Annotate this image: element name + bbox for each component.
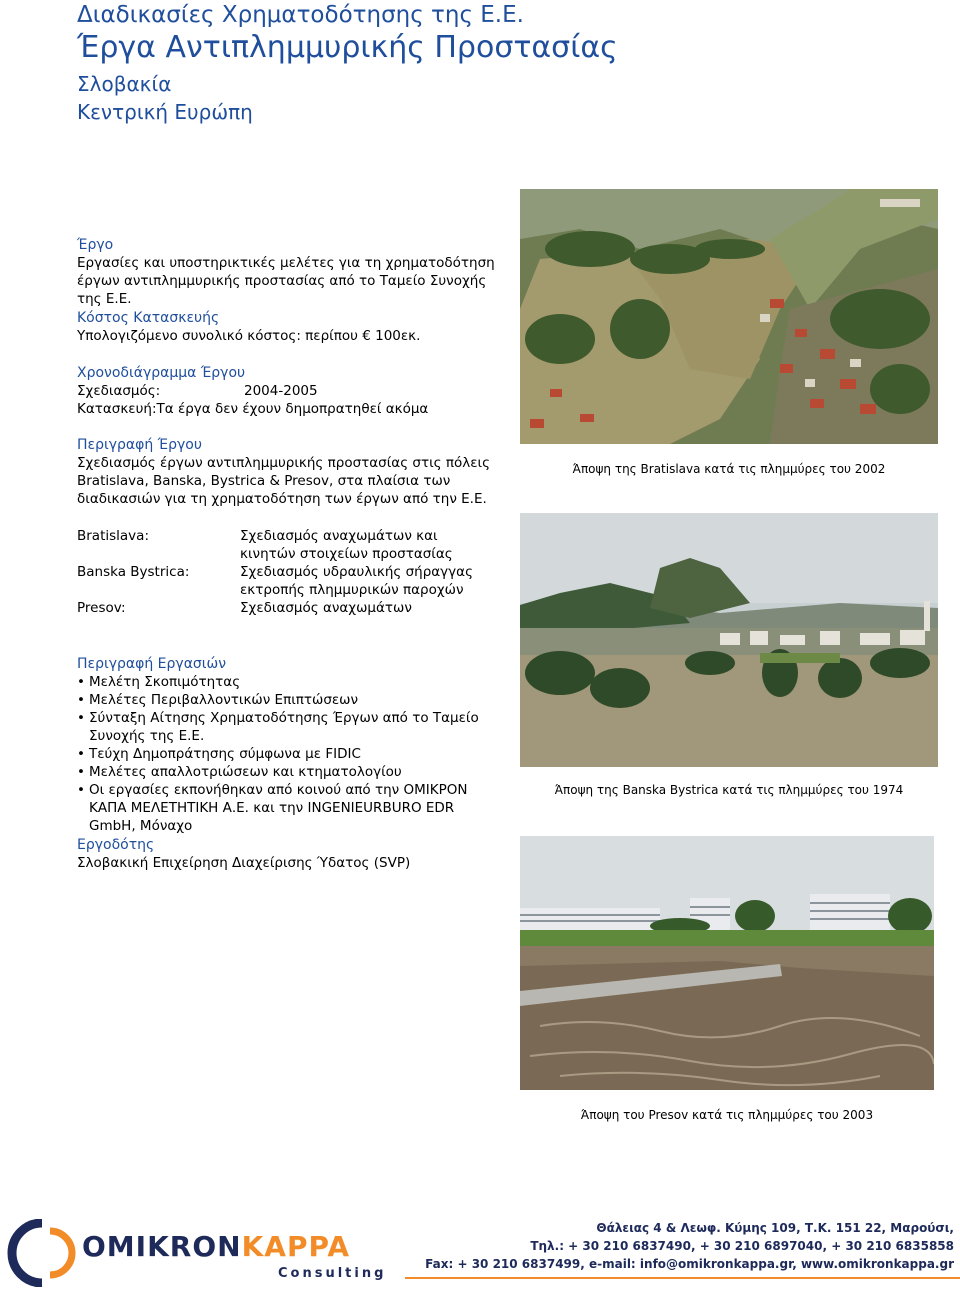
schedule-title: Χρονοδιάγραμμα Έργου <box>77 365 246 381</box>
schedule-section <box>77 364 507 418</box>
description-section <box>77 436 502 508</box>
construction-text: Κατασκευή:Τα έργα δεν έχουν δημοπρατηθεί ακόμα <box>77 401 429 417</box>
client-section <box>77 836 507 872</box>
bratislava-flood-photo <box>520 189 938 444</box>
bratislava-flood-image <box>520 189 938 444</box>
client-title: Εργοδότης <box>77 837 155 853</box>
list-item: • Σύνταξη Αίτησης Χρηματοδότησης Έργων από το Ταμείο Συνοχής της Ε.Ε. <box>77 709 502 745</box>
city-work: Σχεδιασμός αναχωμάτων και κινητών στοιχείων προστασίας <box>240 528 453 562</box>
city-row <box>77 563 477 599</box>
description-title: Περιγραφή Έργου <box>77 437 202 453</box>
list-item: • Μελέτες απαλλοτριώσεων και κτηματολογίου <box>77 763 502 781</box>
city-work: Σχεδιασμός υδραυλικής σήραγγας εκτροπής πλημμυρικών παροχών <box>240 564 473 598</box>
design-label: Σχεδιασμός: <box>77 383 161 399</box>
footer-divider <box>405 1277 960 1279</box>
project-section <box>77 236 507 308</box>
works-section <box>77 655 502 835</box>
city-name: Banska Bystrica: <box>77 564 190 580</box>
client-text: Σλοβακική Επιχείρηση Διαχείρισης Ύδατος (SVP) <box>77 855 411 871</box>
description-text: Σχεδιασμός έργων αντιπλημμυρικής προστασίας στις πόλεις Bratislava, Banska, Bystrica & Presov, στα πλαίσια των διαδικασιών για τη χρηματοδότηση των έργων από την Ε.Ε. <box>77 455 491 507</box>
footer <box>0 1215 960 1291</box>
cost-title: Κόστος Κατασκευής <box>77 310 220 326</box>
header-line1: Διαδικασίες Χρηματοδότησης της Ε.Ε. <box>77 2 524 28</box>
logo-word-kappa: KAPPA <box>241 1230 351 1263</box>
cost-text: Υπολογιζόμενο συνολικό κόστος: περίπου € 100εκ. <box>77 328 421 344</box>
company-fax-email: Fax: + 30 210 6837499, e-mail: info@omikronkappa.gr, www.omikronkappa.gr <box>425 1257 954 1271</box>
project-title: Έργο <box>77 237 114 253</box>
city-name: Presov: <box>77 600 126 616</box>
company-logo-icon <box>4 1219 80 1287</box>
presov-flood-image <box>520 836 934 1090</box>
list-item: • Μελέτη Σκοπιμότητας <box>77 673 502 691</box>
city-row <box>77 599 477 617</box>
banska-bystrica-caption: Άποψη της Banska Bystrica κατά τις πλημμύρες του 1974 <box>554 783 904 797</box>
company-logo-wordmark <box>82 1231 350 1263</box>
works-title: Περιγραφή Εργασιών <box>77 656 227 672</box>
cities-table <box>77 527 507 617</box>
region-name: Κεντρική Ευρώπη <box>77 100 253 124</box>
banska-bystrica-flood-image <box>520 513 938 767</box>
city-work: Σχεδιασμός αναχωμάτων <box>240 600 412 616</box>
design-value: 2004-2005 <box>244 383 318 399</box>
presov-caption: Άποψη του Presov κατά τις πλημμύρες του 2003 <box>580 1108 874 1122</box>
company-address: Θάλειας 4 & Λεωφ. Κύμης 109, Τ.Κ. 151 22, Μαρούσι, <box>596 1221 954 1235</box>
company-phones: Τηλ.: + 30 210 6837490, + 30 210 6897040, + 30 210 6835858 <box>530 1239 954 1253</box>
contact-info <box>404 1219 954 1273</box>
logo-subtitle: Consulting <box>278 1266 387 1281</box>
list-item: • Οι εργασίες εκπονήθηκαν από κοινού από την ΟΜΙΚΡΟΝ ΚΑΠΑ ΜΕΛΕΤΗΤΙΚΗ Α.Ε. και την INGENIEURBURO EDR GmbH, Μόναχο <box>77 781 502 835</box>
list-item: • Τεύχη Δημοπράτησης σύμφωνα με FIDIC <box>77 745 502 763</box>
banska-bystrica-flood-photo <box>520 513 938 767</box>
country-name: Σλοβακία <box>77 72 172 96</box>
presov-flood-photo <box>520 836 934 1090</box>
bratislava-caption: Άποψη της Bratislava κατά τις πλημμύρες του 2002 <box>572 462 886 476</box>
works-list <box>77 673 502 835</box>
page-title: Έργα Αντιπλημμυρικής Προστασίας <box>77 30 618 65</box>
city-name: Bratislava: <box>77 528 149 544</box>
project-text: Εργασίες και υποστηρικτικές μελέτες για τη χρηματοδότηση έργων αντιπλημμυρικής προστασίας από το Ταμείο Συνοχής της Ε.Ε. <box>77 255 495 307</box>
schedule-design-row <box>77 382 507 400</box>
logo-word-omikron: OMIKRON <box>82 1230 242 1263</box>
cost-section <box>77 309 507 345</box>
list-item: • Μελέτες Περιβαλλοντικών Επιπτώσεων <box>77 691 502 709</box>
city-row <box>77 527 477 563</box>
